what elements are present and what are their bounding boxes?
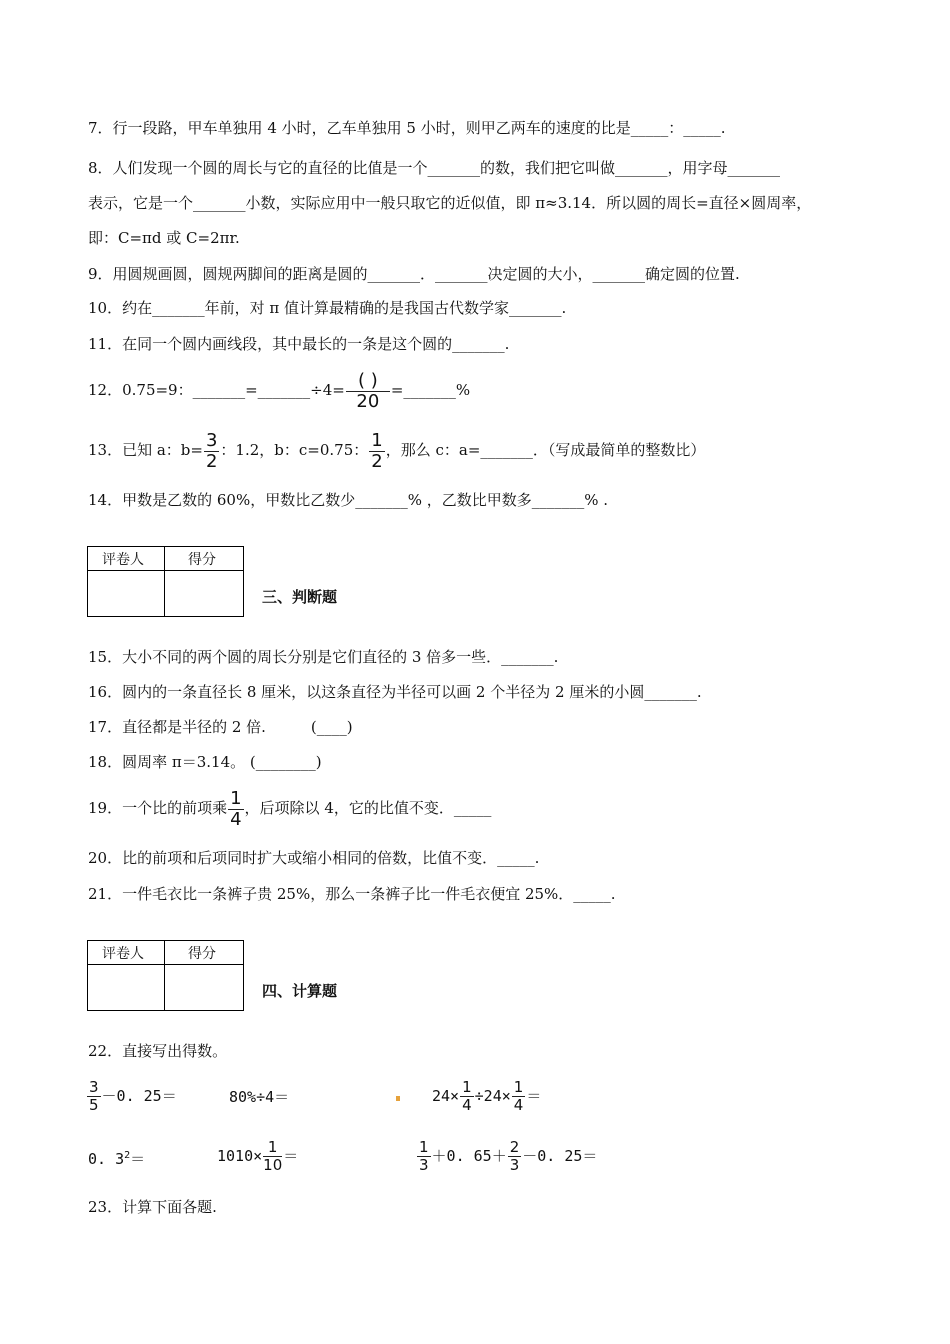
calc4-exponent: 2: [124, 1150, 131, 1161]
calc3-f2-denominator: 4: [513, 1096, 524, 1114]
q13-middle: ：1.2，b：c=0.75：: [220, 441, 369, 459]
question-15: 15．大小不同的两个圆的周长分别是它们直径的 3 倍多一些．_______.: [88, 648, 559, 666]
q19-prefix: 19．一个比的前项乘: [88, 799, 228, 817]
calc1-numerator: 3: [89, 1078, 99, 1096]
grader-label: 评卷人: [102, 946, 144, 962]
q13-suffix: ，那么 c：a=_______．（写成最简单的整数比）: [385, 441, 706, 459]
calc-item-3: [432, 1070, 541, 1122]
question-21: 21．一件毛衣比一条裤子贵 25%，那么一条裤子比一件毛衣便宜 25%．_____.: [88, 885, 616, 903]
q13-fraction-2: [369, 429, 384, 472]
question-19: [88, 786, 491, 830]
q12-prefix: 12．0.75=9：_______=_______÷4=: [88, 381, 345, 399]
q13-f1-denominator: 2: [205, 450, 218, 472]
section-title-judgment: 三、判断题: [262, 588, 338, 606]
q19-suffix: ，后项除以 4，它的比值不变．_____: [244, 799, 492, 817]
calc3-fraction-1: [460, 1080, 474, 1113]
calc3-prefix: 24×: [432, 1087, 460, 1105]
q19-numerator: 1: [230, 787, 242, 809]
calc6-middle: ＋0. 65＋: [431, 1147, 507, 1165]
q13-f2-numerator: 1: [371, 429, 383, 451]
calc6-f1-numerator: 1: [419, 1138, 429, 1156]
q12-suffix: =_______%: [390, 381, 471, 399]
calc5-suffix: ＝: [283, 1147, 299, 1165]
calc-item-6: [416, 1130, 597, 1182]
q13-fraction-1: [204, 429, 219, 472]
q12-denominator: 20: [356, 390, 380, 412]
calc3-fraction-2: [512, 1080, 526, 1113]
calc3-f2-numerator: 1: [513, 1078, 524, 1096]
calc6-suffix: －0. 25＝: [522, 1147, 598, 1165]
question-20: 20．比的前项和后项同时扩大或缩小相同的倍数，比值不变．_____.: [88, 849, 540, 867]
score-box-4: [87, 940, 244, 1011]
q12-numerator: ( ): [346, 372, 390, 392]
q19-fraction: [228, 787, 243, 830]
calc6-fraction-2: [508, 1140, 522, 1173]
score-box-3: [87, 546, 244, 617]
calc-item-1: [86, 1070, 177, 1122]
question-14: 14．甲数是乙数的 60%，甲数比乙数少_______% ，乙数比甲数多_______% .: [88, 491, 609, 509]
calc4-suffix: ＝: [130, 1150, 146, 1168]
question-8-line1: 8．人们发现一个圆的周长与它的直径的比值是一个_______的数，我们把它叫做_______，用字母_______: [88, 159, 781, 177]
calc1-fraction: [87, 1080, 101, 1113]
calc3-f1-numerator: 1: [462, 1078, 472, 1096]
question-10: 10．约在_______年前，对 π 值计算最精确的是我国古代数学家_______.: [88, 299, 567, 317]
section-title-calculation: 四、计算题: [262, 982, 338, 1000]
question-13: [88, 428, 705, 472]
grader-label: 评卷人: [102, 552, 144, 568]
calc3-middle: ÷24×: [474, 1087, 511, 1105]
calc1-denominator: 5: [89, 1096, 99, 1114]
q12-fraction: [346, 369, 390, 412]
score-box-divider: [164, 941, 165, 1010]
score-label: 得分: [188, 552, 216, 568]
question-17: 17．直径都是半径的 2 倍. (____): [88, 718, 353, 736]
calc4-base: 0. 3: [88, 1150, 125, 1168]
question-12: [88, 368, 470, 412]
q13-prefix: 13．已知 a：b=: [88, 441, 203, 459]
calc-item-2: 80%÷4＝: [229, 1088, 290, 1106]
score-label: 得分: [188, 946, 216, 962]
calc5-prefix: 1010×: [217, 1147, 263, 1165]
orange-mark: [396, 1096, 400, 1101]
question-9: 9．用圆规画圆，圆规两脚间的距离是圆的_______．_______决定圆的大小，_______确定圆的位置.: [88, 265, 740, 283]
question-8-line3: 即：C=πd 或 C=2πr.: [88, 229, 240, 247]
question-16: 16．圆内的一条直径长 8 厘米，以这条直径为半径可以画 2 个半径为 2 厘米的小圆_______.: [88, 683, 702, 701]
calc-item-5: [217, 1130, 298, 1182]
calc3-f1-denominator: 4: [462, 1096, 472, 1114]
calc6-f1-denominator: 3: [419, 1156, 429, 1174]
calc5-denominator: 10: [263, 1156, 283, 1174]
calc1-expression: －0. 25＝: [101, 1087, 177, 1105]
question-23: 23．计算下面各题.: [88, 1198, 217, 1216]
calc6-fraction-1: [417, 1140, 431, 1173]
score-box-divider: [164, 547, 165, 616]
calc-item-4: [88, 1148, 145, 1169]
q13-f1-numerator: 3: [205, 429, 218, 451]
q13-f2-denominator: 2: [371, 450, 383, 472]
question-18: 18．圆周率 π＝3.14。 (________): [88, 753, 322, 771]
calc5-fraction: [263, 1140, 282, 1173]
question-8-line2: 表示，它是一个_______小数，实际应用中一般只取它的近似值，即 π≈3.14．所以圆的周长=直径×圆周率，: [88, 194, 812, 212]
question-11: 11．在同一个圆内画线段，其中最长的一条是这个圆的_______.: [88, 335, 510, 353]
question-7: 7．行一段路，甲车单独用 4 小时，乙车单独用 5 小时，则甲乙两车的速度的比是_____：_____.: [88, 119, 726, 137]
calc5-numerator: 1: [263, 1140, 282, 1157]
calc6-f2-numerator: 2: [509, 1138, 520, 1156]
calc3-suffix: ＝: [526, 1087, 542, 1105]
question-22: 22．直接写出得数。: [88, 1042, 228, 1060]
calc6-f2-denominator: 3: [509, 1156, 520, 1174]
q19-denominator: 4: [230, 808, 242, 830]
